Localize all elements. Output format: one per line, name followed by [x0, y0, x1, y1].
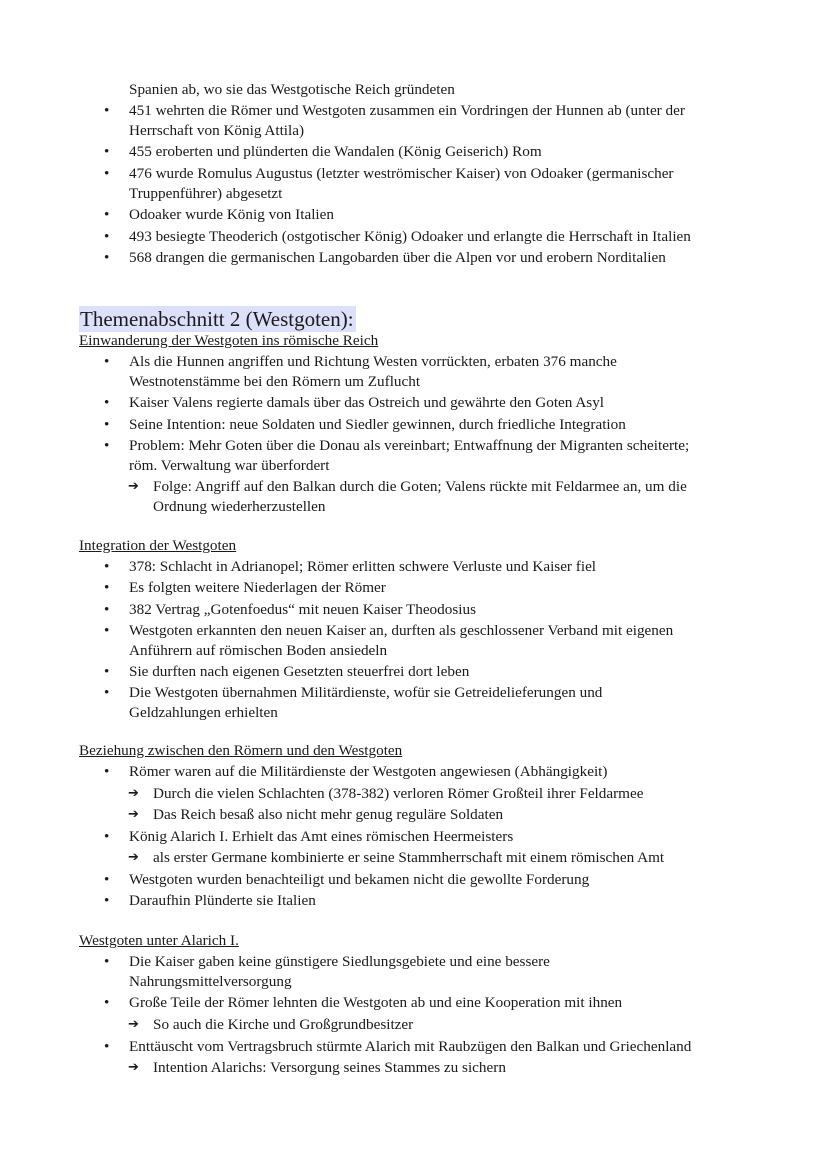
list-item: Als die Hunnen angriffen und Richtung Westen vorrückten, erbaten 376 manche: [129, 353, 617, 370]
bullet-icon: •: [104, 579, 110, 596]
sub-list-item: Folge: Angriff auf den Balkan durch die Goten; Valens rückte mit Feldarmee an, um die: [153, 478, 687, 495]
list-item: Große Teile der Römer lehnten die Westgoten ab und eine Kooperation mit ihnen: [129, 994, 623, 1011]
bullet-icon: •: [104, 828, 110, 845]
list-item: Westgoten erkannten den neuen Kaiser an, durften als geschlossener Verband mit eigenen: [129, 622, 674, 639]
list-item: Enttäuscht vom Vertragsbruch stürmte Alarich mit Raubzügen den Balkan und Griechenland: [129, 1038, 692, 1055]
list-item-cont: Nahrungsmittelversorgung: [129, 973, 292, 990]
bullet-icon: •: [104, 249, 110, 266]
section-heading: Themenabschnitt 2 (Westgoten):: [80, 307, 354, 331]
bullet-icon: •: [104, 684, 110, 701]
arrow-right-icon: ➔: [128, 786, 139, 801]
bullet-icon: •: [104, 1038, 110, 1055]
bullet-icon: •: [104, 102, 110, 119]
list-item-cont: Westnotenstämme bei den Römern um Zuflucht: [129, 373, 421, 390]
list-item: Die Westgoten übernahmen Militärdienste, wofür sie Getreidelieferungen und: [129, 684, 603, 701]
list-item: Sie durften nach eigenen Gesetzten steuerfrei dort leben: [129, 663, 470, 680]
arrow-right-icon: ➔: [128, 850, 139, 865]
bullet-icon: •: [104, 206, 110, 223]
list-item: 382 Vertrag „Gotenfoedus“ mit neuen Kaiser Theodosius: [129, 601, 476, 618]
arrow-right-icon: ➔: [128, 807, 139, 822]
list-item: 451 wehrten die Römer und Westgoten zusammen ein Vordringen der Hunnen ab (unter der: [129, 102, 685, 119]
bullet-icon: •: [104, 763, 110, 780]
bullet-icon: •: [104, 165, 110, 182]
list-item-cont: Anführern auf römischen Boden ansiedeln: [129, 642, 388, 659]
bullet-icon: •: [104, 622, 110, 639]
list-item: Daraufhin Plünderte sie Italien: [129, 892, 316, 909]
list-item: Römer waren auf die Militärdienste der Westgoten angewiesen (Abhängigkeit): [129, 763, 608, 780]
bullet-icon: •: [104, 663, 110, 680]
list-item: Die Kaiser gaben keine günstigere Siedlungsgebiete und eine bessere: [129, 953, 550, 970]
sub-list-item-cont: Ordnung wiederherzustellen: [153, 498, 326, 515]
bullet-icon: •: [104, 558, 110, 575]
list-item: Problem: Mehr Goten über die Donau als vereinbart; Entwaffnung der Migranten scheiterte;: [129, 437, 690, 454]
bullet-icon: •: [104, 228, 110, 245]
list-item: 568 drangen die germanischen Langobarden über die Alpen vor und erobern Norditalien: [129, 249, 666, 266]
bullet-icon: •: [104, 871, 110, 888]
bullet-icon: •: [104, 994, 110, 1011]
list-item: König Alarich I. Erhielt das Amt eines römischen Heermeisters: [129, 828, 514, 845]
bullet-icon: •: [104, 953, 110, 970]
arrow-right-icon: ➔: [128, 1060, 139, 1075]
list-item: Odoaker wurde König von Italien: [129, 206, 334, 223]
bullet-icon: •: [104, 394, 110, 411]
bullet-icon: •: [104, 601, 110, 618]
list-item: 455 eroberten und plünderten die Wandalen (König Geiserich) Rom: [129, 143, 542, 160]
arrow-right-icon: ➔: [128, 479, 139, 494]
bullet-icon: •: [104, 437, 110, 454]
sub-list-item: Das Reich besaß also nicht mehr genug reguläre Soldaten: [153, 806, 504, 823]
arrow-right-icon: ➔: [128, 1017, 139, 1032]
list-item: Seine Intention: neue Soldaten und Siedler gewinnen, durch friedliche Integration: [129, 416, 626, 433]
subheading-einwanderung: Einwanderung der Westgoten ins römische Reich: [79, 332, 379, 349]
bullet-icon: •: [104, 416, 110, 433]
sub-list-item: als erster Germane kombinierte er seine Stammherrschaft mit einem römischen Amt: [153, 849, 665, 866]
subheading-beziehung: Beziehung zwischen den Römern und den Westgoten: [79, 742, 403, 759]
bullet-icon: •: [104, 143, 110, 160]
continuation-line: Spanien ab, wo sie das Westgotische Reich gründeten: [129, 81, 455, 98]
subheading-integration: Integration der Westgoten: [79, 537, 237, 554]
list-item-cont: Herrschaft von König Attila): [129, 122, 305, 139]
sub-list-item: Intention Alarichs: Versorgung seines Stammes zu sichern: [153, 1059, 506, 1076]
list-item-cont: röm. Verwaltung war überfordert: [129, 457, 330, 474]
list-item: Es folgten weitere Niederlagen der Römer: [129, 579, 386, 596]
list-item-cont: Truppenführer) abgesetzt: [129, 185, 283, 202]
list-item: 476 wurde Romulus Augustus (letzter weströmischer Kaiser) von Odoaker (germanischer: [129, 165, 674, 182]
list-item: Kaiser Valens regierte damals über das Ostreich und gewährte den Goten Asyl: [129, 394, 605, 411]
list-item-cont: Geldzahlungen erhielten: [129, 704, 278, 721]
bullet-icon: •: [104, 353, 110, 370]
list-item: Westgoten wurden benachteiligt und bekamen nicht die gewollte Forderung: [129, 871, 590, 888]
sub-list-item: So auch die Kirche und Großgrundbesitzer: [153, 1016, 414, 1033]
subheading-alarich: Westgoten unter Alarich I.: [79, 932, 239, 949]
sub-list-item: Durch die vielen Schlachten (378-382) verloren Römer Großteil ihrer Feldarmee: [153, 785, 644, 802]
bullet-icon: •: [104, 892, 110, 909]
list-item: 378: Schlacht in Adrianopel; Römer erlitten schwere Verluste und Kaiser fiel: [129, 558, 597, 575]
list-item: 493 besiegte Theoderich (ostgotischer König) Odoaker und erlangte die Herrschaft in Italien: [129, 228, 691, 245]
